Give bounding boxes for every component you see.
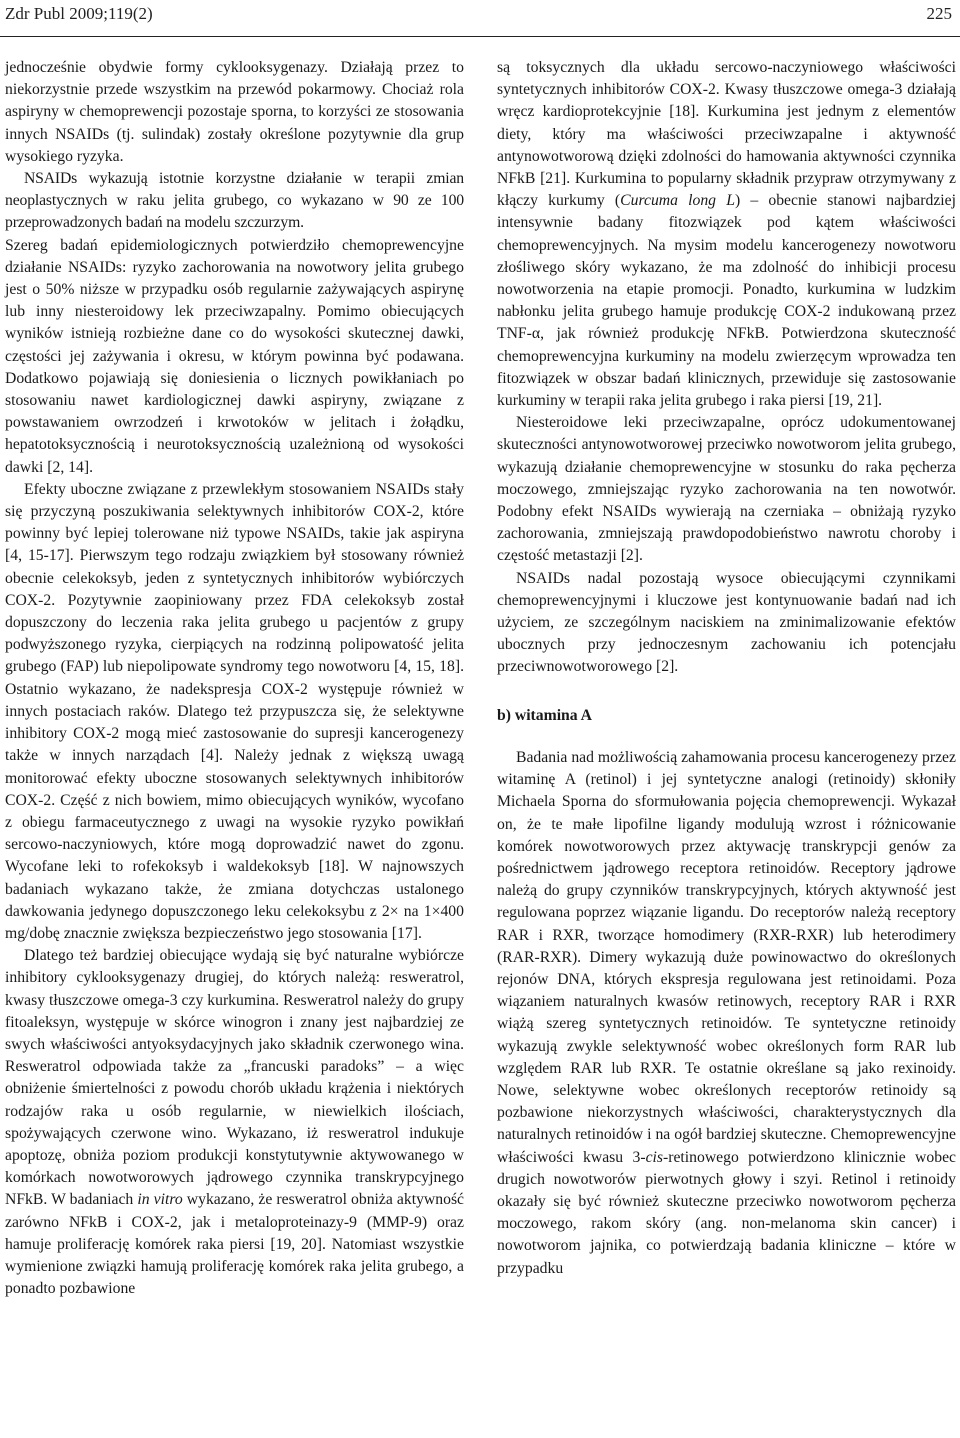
paragraph bbox=[497, 57, 956, 412]
journal-citation: Zdr Publ 2009;119(2) bbox=[5, 4, 153, 23]
paragraph-text: wykazano, że resweratrol obniża aktywność zarówno NFkB i COX-2, jak i metaloproteinazy-9 (MMP-9) oraz hamuje proliferację komórek raka piersi [19, 20]. Natomiast wszystkie wymienione związki hamują proliferację komórek raka jelita grubego, a ponadto pozbawione bbox=[5, 1191, 465, 1298]
page-number: 225 bbox=[926, 4, 952, 23]
paragraph: Efekty uboczne związane z przewlekłym stosowaniem NSAIDs stały się przyczyną poszukiwania selektywnych inhibitorów COX-2, które powinny być lepiej tolerowane niż typowe NSAIDs, takie jak aspiryna [4, 15-17]. Pierwszym tego rodzaju związkiem był stosowany również obecnie celekoksyb, jeden z syntetycznych inhibitorów wybiórczych COX-2. Pozytywnie zaopiniowany przez FDA celekoksyb został dopuszczony do leczenia raka jelita grubego u pacjentów z grupy podwyższonego ryzyka, cierpiących na rodzinną polipowatość jelita grubego (FAP) lub niepolipowate syndromy tego nowotworu [4, 15, 18]. Ostatnio wykazano, że nadekspresja COX-2 występuje również w innych postaciach raków. Dlatego też przypuszcza się, że selektywne inhibitory COX-2 mogą mieć zastosowanie do supresji kancerogenezy także w innych narządach [4]. Należy jednak z większą uwagą monitorować efekty uboczne stosowanych selektywnych inhibitorów COX-2. Część z nich bowiem, mimo obiecujących wyników, wycofano z obiegu farmaceutycznego z uwagi na wysokie ryzyko powikłań sercowo-naczyniowych, które mogą doprowadzić nawet do zgonu. Wycofane leki to rofekoksyb i waldekoksyb [18]. W najnowszych badaniach wykazano także, że zmiana dotychczas ustalonego dawkowania jedynego dopuszczonego leku celekoksybu z 2× na 1×400 mg/dobę znacznie zwiększa bezpieczeństwo jego stosowania [17]. bbox=[5, 480, 464, 942]
paragraph-text: -retinowego potwierdzono klinicznie wobec drugich nowotworów pierwotnych głowy i szyi. Retinol i retinoidy okazały się być również skuteczne przeciwko nowotworom pęcherza moczowego, rakom skóry (ang. non-melanoma skin cancer) i nowotworom jajnika, co potwierdzają badania kliniczne – które w przypadku bbox=[497, 1148, 956, 1277]
paragraph-text: Dlatego też bardziej obiecujące wydają się być naturalne wybiórcze inhibitory cyklooksygenazy drugiej, do których należą: resweratrol, kwasy tłuszczowe omega-3 czy kurkumina. Resweratrol należy do grupy fitoaleksyn, występuje w skórce winogron i znany jest najbardziej ze swych właściwości antyoksydacyjnych jako składnik czerwonego wina. Resweratrol odpowiada także za „francuski paradoks” – a więc obniżenie śmiertelności z powodu chorób układu krążenia i niektórych rodzajów raka u osób regularnie, w niewielkich ilościach, spożywających czerwone wino. Wykazano, iż resweratrol indukuje apoptozę, obniża poziom produkcji konstytutywnie aktywowanego w komórkach nowotworowych jądrowego czynnika transkrypcyjnego NFkB. W badaniach bbox=[5, 947, 464, 1209]
italic-term: in vitro bbox=[137, 1191, 183, 1209]
paragraph-text: Badania nad możliwością zahamowania procesu kancerogenezy przez witaminę A (retinol) i jej syntetyczne analogi (retinoidy) skłoniły Michaela Sporna do sformułowania pojęcia chemoprewencji. Wykazał on, że te małe lipofilne ligandy modulują wzrost i różnicowanie komórek nowotworowych przez aktywację transkrypcji genów za pośrednictwem jądrowego receptora retinoidów. Receptory jądrowe należą do grupy czynników transkrypcyjnych, których aktywność jest regulowana poprzez wiązanie ligandu. Do receptorów należą receptory RAR i RXR, tworzące homodimery (RXR-RXR) lub heterodimery (RAR-RXR). Dimery wykazują duże powinowactwo do określonych rejonów DNA, których ekspresja regulowana jest retinoidami. Poza wiązaniem naturalnych kwasów retinowych, receptory RAR i RXR wiążą szereg syntetycznych retinoidów. Te syntetyczne retinoidy wykazują zwykle selektywność wobec określonych form RAR lub względem RAR lub RXR. Te ostatnie określane są jako rexinoidy. Nowe, selektywne wobec określonych receptorów retinoidy są pozbawione niekorzystnych właściwości, charakterystycznych dla naturalnych retinoidów i na ogół bardziej skuteczne. Chemoprewencyjne właściwości kwasu 3- bbox=[497, 748, 956, 1166]
paragraph: Szereg badań epidemiologicznych potwierdziło chemoprewencyjne działanie NSAIDs: ryzyko zachorowania na nowotwory jelita grubego jest o 50% niższe w przypadku osób regularnie zażywających aspirynę lub inny niesteroidowy lek przeciwzapalny. Pomimo obiecujących wyników istnieją rozbieżne dane co do wysokości skutecznej dawki, częstości jej zażywania i okresu, w którym powinna być podawana. Dodatkowo pojawiają się doniesienia o licznych powikłaniach po stosowaniu nawet kardiologicznej dawki aspiryny, związane z powstawaniem owrzodzeń i krwotoków w jelitach i żołądku, hepatotoksycznością i neurotoksycznością uzależnioną od wysokości dawki [2, 14]. bbox=[5, 236, 464, 476]
paragraph bbox=[497, 747, 956, 1280]
paragraph: Niesteroidowe leki przeciwzapalne, oprócz udokumentowanej skuteczności antynowotworowej przeciwko nowotworom jelita grubego, wykazują działanie chemoprewencyjne w stosunku do raka pęcherza moczowego, zmniejszając ryzyko zachorowania na ten nowotwór. Podobny efekt NSAIDs wywierają na czerniaka – obniżają ryzyko zachorowania, zmniejszają prawdopodobieństwo nawrotu choroby i częstość metastazji [2]. bbox=[497, 414, 956, 565]
section-subheading: b) witamina A bbox=[497, 706, 593, 724]
italic-term: Curcuma long L bbox=[620, 192, 735, 210]
left-column bbox=[5, 57, 464, 1300]
header-divider bbox=[0, 36, 960, 37]
paragraph-text: są toksycznych dla układu sercowo-naczyniowego właściwości syntetycznych inhibitorów COX-2. Kwasy tłuszczowe omega-3 działają wręcz kardioprotekcyjnie [18]. Kurkumina jest jednym z elementów diety, który ma właściwości przeciwzapalne i aktywność antynowotworową dzięki zdolności do hamowania aktywności czynnika NFkB [21]. Kurkumina to popularny składnik przypraw otrzymywany z kłączy kurkumy ( bbox=[497, 59, 956, 210]
paragraph bbox=[5, 945, 464, 1300]
paragraph: jednocześnie obydwie formy cyklooksygenazy. Działają przez to niekorzystnie przede wszystkim na przewód pokarmowy. Chociaż rola aspiryny w chemoprewencji pozostaje sporna, to korzyści ze stosowania innych NSAIDs (tj. sulindak) zostały określone pozytywnie dla grup wysokiego ryzyka. bbox=[5, 59, 464, 165]
paragraph-text: ) – obecnie stanowi najbardziej intensywnie badany fitozwiązek pod kątem właściwości chemoprewencyjnych. Na mysim modelu kancerogenezy nowotworu złośliwego skóry wykazano, że ma zdolność do inhibicji procesu nowotworzenia na etapie promocji. Ponadto, kurkumina w ludzkim nabłonku jelita grubego hamuje produkcję COX-2 indukowaną przez TNF-α, jak również produkcję NFkB. Potwierdzona skuteczność chemoprewencyjna kurkuminy na modelu zwierzęcym wprowadza ten fitozwiązek w obszar badań klinicznych, przewiduje się zastosowanie kurkuminy w terapii raka jelita grubego i raka piersi [19, 21]. bbox=[497, 192, 956, 410]
italic-term: cis bbox=[645, 1148, 664, 1166]
paragraph: NSAIDs nadal pozostają wysoce obiecującymi czynnikami chemoprewencyjnymi i kluczowe jest kontynuowanie badań nad ich użyciem, ze szczególnym naciskiem na zminimalizowanie efektów ubocznych przy jednoczesnym zachowaniu ich potencjału przeciwnowotworowego [2]. bbox=[497, 569, 956, 676]
paragraph: NSAIDs wykazują istotnie korzystne działanie w terapii zmian neoplastycznych w raku jelita grubego, co wykazano w 90 ze 100 przeprowadzonych badań na modelu szczurzym. bbox=[5, 170, 464, 232]
right-column bbox=[497, 57, 956, 1280]
